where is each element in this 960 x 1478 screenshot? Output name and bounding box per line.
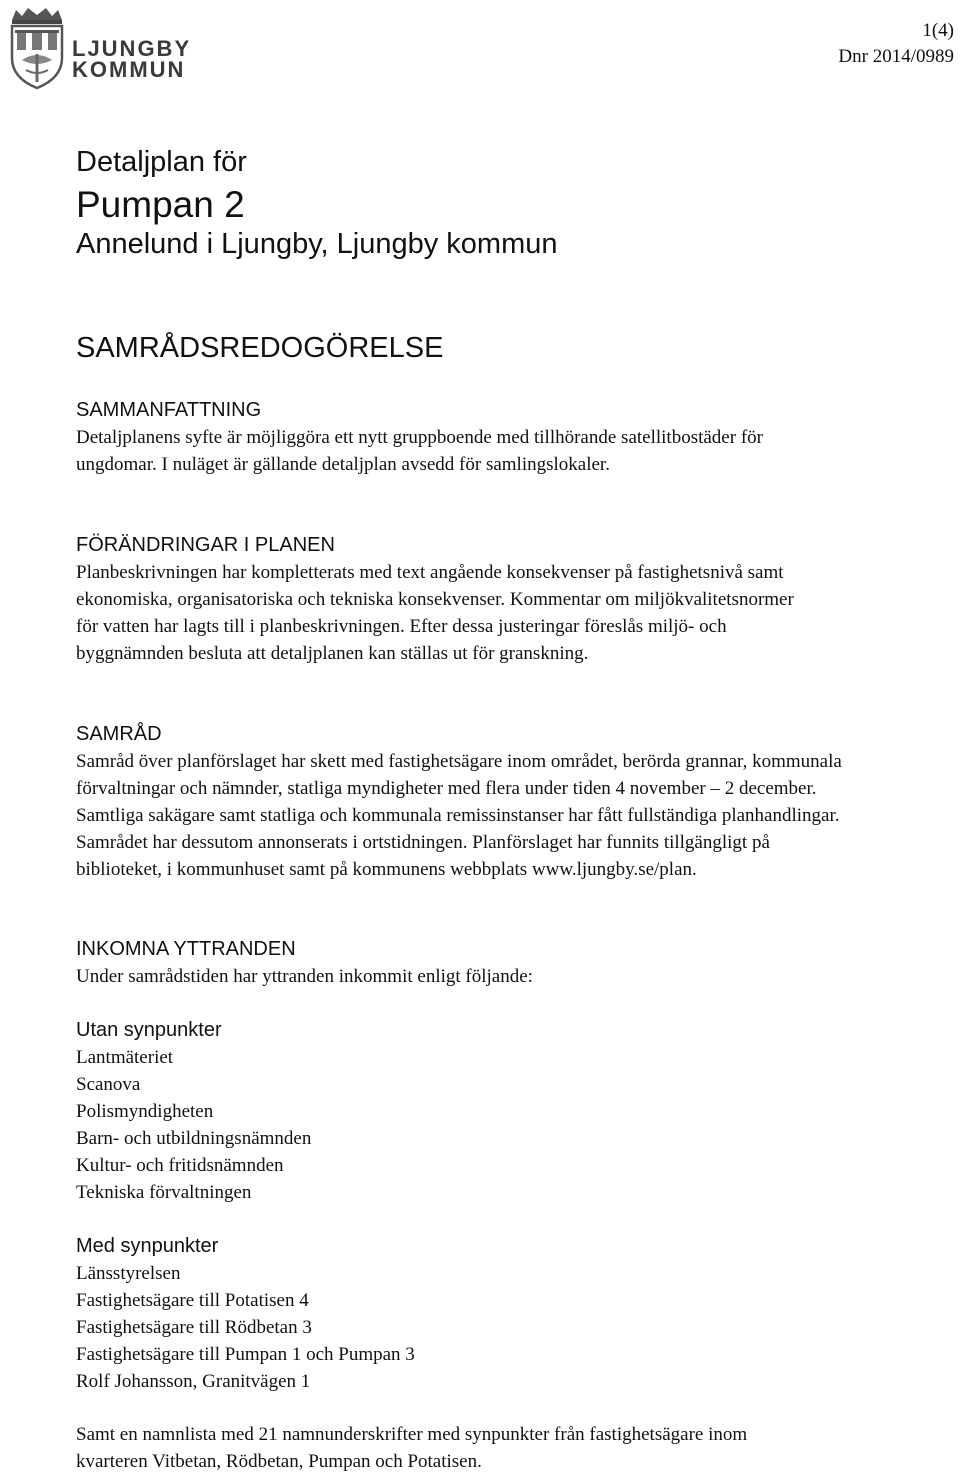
section-forandringar bbox=[76, 532, 926, 667]
diary-number: Dnr 2014/0989 bbox=[838, 46, 954, 67]
section-text: Planbeskrivningen har kompletterats med text angående konsekvenser på fastighetsnivå samt ekonomiska, organisatoriska och tekniska konsekvenser. Kommentar om miljökvalitetsnormer för vatten har lagts till i planbeskrivningen. Efter dessa justeringar föreslås miljö- och byggnämnden besluta att detaljplanen kan ställas ut för granskning. bbox=[76, 562, 794, 664]
section-utan-synpunkter bbox=[76, 1017, 926, 1206]
section-heading: SAMRÅD bbox=[76, 723, 162, 745]
section-heading: Utan synpunkter bbox=[76, 1019, 222, 1041]
section-text: Detaljplanens syfte är möjliggöra ett nytt gruppboende med tillhörande satellitbostäder för ungdomar. I nuläget är gällande detaljplan avsedd för samlingslokaler. bbox=[76, 427, 763, 475]
section-closing bbox=[76, 1421, 926, 1475]
title-line-1: Detaljplan för bbox=[76, 146, 247, 178]
section-text: Under samrådstiden har yttranden inkommit enligt följande: bbox=[76, 966, 533, 987]
section-sammanfattning bbox=[76, 397, 926, 478]
list-item: Scanova bbox=[76, 1074, 141, 1095]
title-line-2: Pumpan 2 bbox=[76, 184, 245, 225]
section-inkomna-yttranden bbox=[76, 936, 926, 990]
section-text: Samråd över planförslaget har skett med fastighetsägare inom området, berörda grannar, kommunala förvaltningar och nämnder, statliga myndigheter med flera under tiden 4 november – 2 december. Samtliga sakägare samt statliga och kommunala remissinstanser har fått fullständiga planhandlingar. Samrådet har dessutom annonserats i ortstidningen. Planförslaget har funnits tillgängligt på biblioteket, i kommunhuset samt på kommunens webbplats www.ljungby.se/plan. bbox=[76, 751, 842, 880]
list-item: Fastighetsägare till Pumpan 1 och Pumpan 3 bbox=[76, 1344, 415, 1365]
document-heading: SAMRÅDSREDOGÖRELSE bbox=[76, 332, 444, 364]
list-item: Rolf Johansson, Granitvägen 1 bbox=[76, 1371, 311, 1392]
logo-text-ljungby: LJUNGBY bbox=[72, 36, 192, 61]
closing-text: Samt en namnlista med 21 namnunderskrifter med synpunkter från fastighetsägare inom kvarteren Vitbetan, Rödbetan, Pumpan och Potatisen. bbox=[76, 1424, 748, 1472]
logo-text-kommun: KOMMUN bbox=[72, 57, 186, 82]
list-item: Tekniska förvaltningen bbox=[76, 1182, 252, 1203]
list-item: Länsstyrelsen bbox=[76, 1263, 181, 1284]
section-heading: Med synpunkter bbox=[76, 1235, 219, 1257]
section-heading: INKOMNA YTTRANDEN bbox=[76, 938, 296, 960]
list-item: Fastighetsägare till Potatisen 4 bbox=[76, 1290, 309, 1311]
list-item: Polismyndigheten bbox=[76, 1101, 214, 1122]
list-item: Kultur- och fritidsnämnden bbox=[76, 1155, 284, 1176]
page-number: 1(4) bbox=[922, 20, 954, 41]
list-item: Barn- och utbildningsnämnden bbox=[76, 1128, 312, 1149]
title-line-3: Annelund i Ljungby, Ljungby kommun bbox=[76, 228, 558, 260]
section-samrad bbox=[76, 721, 926, 883]
section-heading: SAMMANFATTNING bbox=[76, 399, 262, 421]
section-med-synpunkter bbox=[76, 1233, 926, 1395]
list-item: Fastighetsägare till Rödbetan 3 bbox=[76, 1317, 312, 1338]
list-item: Lantmäteriet bbox=[76, 1047, 174, 1068]
section-heading: FÖRÄNDRINGAR I PLANEN bbox=[76, 534, 335, 556]
municipality-logo bbox=[6, 6, 196, 90]
municipal-crest-icon bbox=[6, 6, 68, 90]
